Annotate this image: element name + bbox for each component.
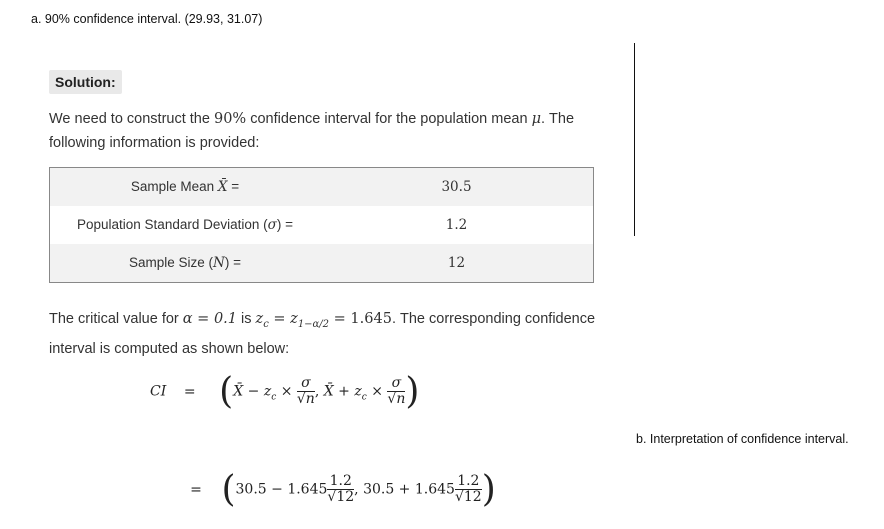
label-text: Population Standard Deviation ( xyxy=(77,217,268,232)
z-value: 1.645 xyxy=(414,481,455,498)
part-b-heading: b. Interpretation of confidence interval. xyxy=(636,432,849,446)
label-text: ) = xyxy=(224,255,241,270)
sigma-over-root-n xyxy=(297,376,315,407)
times-sign: × xyxy=(276,383,297,400)
table-label xyxy=(50,244,321,283)
table-row xyxy=(50,244,594,283)
ci-formula xyxy=(150,371,419,412)
sigma-over-root-n-numeric xyxy=(455,474,482,505)
sigma-over-root-n-numeric xyxy=(327,474,354,505)
open-paren: ( xyxy=(221,469,236,510)
label-symbol: X̄ xyxy=(217,179,228,195)
equals-sign: = xyxy=(183,383,196,400)
critical-value-paragraph xyxy=(49,307,609,361)
plus-sign: + xyxy=(394,481,415,498)
fraction-numerator: σ xyxy=(297,376,315,392)
z-eq-2: = 1.645 xyxy=(329,311,392,327)
z-symbol: z xyxy=(354,383,362,400)
critical-text-1: The critical value for xyxy=(49,311,183,327)
solution-label: Solution: xyxy=(49,70,122,94)
vertical-divider xyxy=(634,43,635,236)
minus-sign: − xyxy=(243,383,264,400)
label-text: Sample Mean xyxy=(130,179,218,194)
table-row xyxy=(50,168,594,207)
xbar-symbol: X̄ xyxy=(323,383,334,400)
table-value: 30.5 xyxy=(320,168,594,207)
intro-percent: 90% xyxy=(213,111,247,127)
table-row xyxy=(50,206,594,244)
part-a-heading: a. 90% confidence interval. (29.93, 31.07) xyxy=(31,12,263,26)
ci-symbol: CI xyxy=(150,383,167,400)
alpha-expr: α = 0.1 xyxy=(182,311,238,327)
fraction-denominator: √n xyxy=(296,391,315,407)
xbar-symbol: X̄ xyxy=(233,383,244,400)
minus-sign: − xyxy=(266,481,288,498)
z-subscript-2: 1−α/2 xyxy=(297,318,330,330)
table-label xyxy=(50,168,321,207)
label-symbol: N xyxy=(213,255,225,271)
fraction-denominator: √n xyxy=(387,391,406,407)
mean-value: 30.5 xyxy=(235,481,267,498)
fraction-denominator: √12 xyxy=(327,489,355,505)
table-value: 12 xyxy=(320,244,594,283)
label-text: = xyxy=(227,179,240,194)
table-label xyxy=(50,206,321,244)
intro-text-2: confidence interval for the population mean xyxy=(246,111,532,127)
equals-sign: = xyxy=(190,481,202,498)
comma: , xyxy=(354,481,364,498)
fraction-numerator: σ xyxy=(387,376,405,392)
z-symbol: z xyxy=(263,383,272,400)
fraction-numerator: 1.2 xyxy=(327,474,354,490)
critical-text-2: is xyxy=(237,311,256,327)
label-symbol: σ xyxy=(267,217,277,233)
label-text: ) = xyxy=(276,217,293,232)
open-paren: ( xyxy=(219,371,234,412)
table-value: 1.2 xyxy=(445,217,468,233)
critical-text-3: . The corresponding confidence interval is computed as shown below: xyxy=(49,311,596,357)
z-subscript: c xyxy=(361,392,367,403)
mean-value: 30.5 xyxy=(363,481,395,498)
sigma-over-root-n xyxy=(387,376,405,407)
z-subscript: c xyxy=(263,318,269,330)
z-value: 1.645 xyxy=(287,481,328,498)
intro-paragraph xyxy=(49,107,609,155)
plus-sign: + xyxy=(333,383,355,400)
label-text: Sample Size ( xyxy=(129,255,214,270)
z-eq-1: = z xyxy=(268,311,298,327)
ci-formula-numeric xyxy=(185,469,496,510)
info-table xyxy=(49,167,594,283)
z-subscript: c xyxy=(271,392,277,403)
close-paren: ) xyxy=(481,469,496,510)
fraction-denominator: √12 xyxy=(454,489,482,505)
close-paren: ) xyxy=(405,371,420,412)
fraction-numerator: 1.2 xyxy=(455,474,482,490)
intro-text-3: . The following information is provided: xyxy=(49,111,575,151)
times-sign: × xyxy=(366,383,388,400)
z-symbol: z xyxy=(255,311,264,327)
intro-mu: μ xyxy=(531,111,541,127)
comma: , xyxy=(314,383,324,400)
intro-text-1: We need to construct the xyxy=(49,111,214,127)
